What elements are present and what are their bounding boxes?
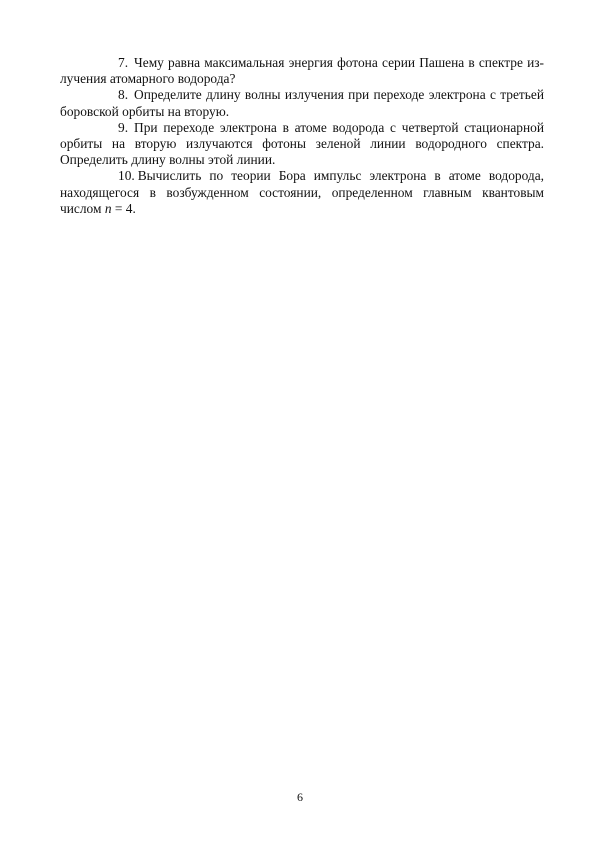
problem-8: [60, 87, 544, 119]
problem-number: 7.: [118, 55, 129, 70]
problem-text: Вычислить по теории Бора импульс электрона в атоме водорода, находящегося в возбужденном состоянии, определенном главным квантовым числом: [60, 168, 544, 216]
quantum-number-variable: n: [104, 200, 112, 216]
problem-list: [60, 55, 544, 217]
problem-text: Чему равна максимальная энергия фотона серии Пашена в спектре излучения атомарного водорода?: [60, 55, 544, 87]
problem-number: 9.: [118, 119, 129, 135]
problem-text: При переходе электрона в атоме водорода с четвертой стационарной орбиты на вторую излучаются фотоны зеленой линии водородного спектра. Определить длину волны этой линии.: [60, 119, 544, 168]
page-number: 6: [297, 790, 303, 804]
problem-text-tail: = 4.: [111, 200, 136, 216]
problem-10: [60, 168, 544, 217]
problem-number: 8.: [118, 87, 129, 103]
problem-number: 10.: [118, 168, 135, 184]
problem-text: Определите длину волны излучения при переходе электрона с третьей боровской орбиты на вторую.: [60, 87, 544, 119]
problem-9: [60, 120, 544, 169]
problem-7: [60, 55, 544, 87]
